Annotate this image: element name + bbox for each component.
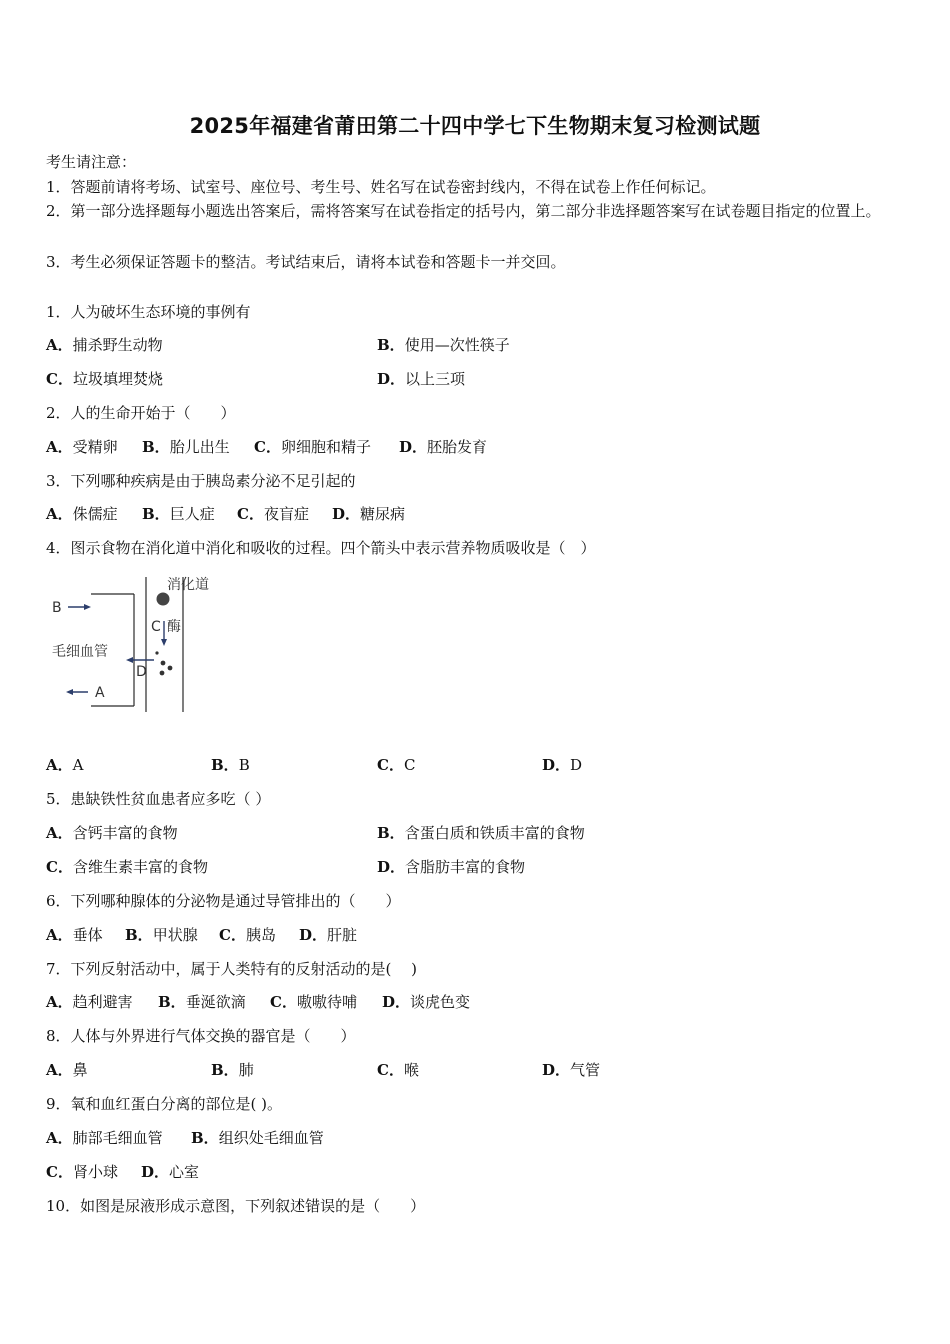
option-letter: A． (46, 438, 73, 456)
option-text: 胰岛 (245, 926, 276, 944)
option-letter: B． (142, 505, 170, 523)
notice-item: 2．第一部分选择题每小题选出答案后，需将答案写在试卷指定的括号内，第二部分非选择题答案写在试卷题目指定的位置上。 (46, 202, 881, 220)
option-letter: C． (377, 756, 404, 774)
option-text: 趋利避害 (72, 993, 133, 1011)
option-letter: C． (237, 505, 264, 523)
option-b[interactable] (211, 1060, 254, 1080)
question-stem: 2．人的生命开始于（ ） (46, 404, 236, 422)
option-d[interactable] (332, 504, 405, 524)
option-letter: C． (377, 1061, 404, 1079)
option-letter: C． (46, 1163, 73, 1181)
option-text: C (403, 756, 416, 774)
option-text: 组织处毛细血管 (218, 1129, 324, 1147)
option-text: 胎儿出生 (169, 438, 230, 456)
option-b[interactable] (377, 335, 510, 355)
option-c[interactable] (46, 1162, 118, 1182)
option-c[interactable] (237, 504, 309, 524)
option-text: A (72, 756, 84, 774)
option-b[interactable] (191, 1128, 324, 1148)
arrow-d-head (126, 657, 133, 663)
option-letter: D． (141, 1163, 170, 1181)
option-text: 肺 (238, 1061, 254, 1079)
arrow-b-head (84, 604, 91, 610)
digestion-diagram (46, 572, 226, 717)
option-text: 侏儒症 (72, 505, 118, 523)
option-letter: C． (270, 993, 297, 1011)
option-letter: A． (46, 824, 73, 842)
option-b[interactable] (211, 755, 250, 775)
question-stem: 6．下列哪种腺体的分泌物是通过导管排出的（ ） (46, 892, 401, 910)
label-arrow-d: D (136, 664, 147, 680)
option-text: 含脂肪丰富的食物 (405, 858, 526, 876)
notice-item: 3．考生必须保证答题卡的整洁。考试结束后，请将本试卷和答题卡一并交回。 (46, 253, 566, 271)
option-a[interactable] (46, 1060, 88, 1080)
option-a[interactable] (46, 925, 103, 945)
question-stem: 7．下列反射活动中，属于人类特有的反射活动的是( ) (46, 960, 418, 978)
food-particle-small (155, 651, 158, 654)
option-letter: B． (191, 1129, 219, 1147)
label-arrow-a: A (95, 685, 105, 701)
option-a[interactable] (46, 823, 178, 843)
question-stem: 8．人体与外界进行气体交换的器官是（ ） (46, 1027, 356, 1045)
option-c[interactable] (46, 857, 208, 877)
option-b[interactable] (158, 992, 246, 1012)
option-d[interactable] (382, 992, 470, 1012)
option-letter: D． (542, 756, 571, 774)
option-letter: D． (382, 993, 411, 1011)
option-letter: C． (254, 438, 281, 456)
option-text: 使用—次性筷子 (404, 336, 510, 354)
option-text: 喉 (403, 1061, 419, 1079)
option-c[interactable] (377, 1060, 419, 1080)
label-digestive-tract: 消化道 (167, 577, 209, 593)
option-text: 肾小球 (72, 1163, 118, 1181)
label-arrow-c: C (151, 619, 161, 635)
label-enzyme: 酶 (167, 619, 181, 635)
option-letter: C． (219, 926, 246, 944)
option-a[interactable] (46, 504, 118, 524)
option-d[interactable] (299, 925, 357, 945)
option-d[interactable] (399, 437, 487, 457)
option-text: 以上三项 (405, 370, 466, 388)
option-letter: B． (211, 1061, 239, 1079)
food-particle-small (161, 661, 166, 666)
food-particle-small (160, 671, 165, 676)
option-text: D (570, 756, 583, 774)
option-a[interactable] (46, 992, 133, 1012)
option-d[interactable] (141, 1162, 199, 1182)
option-letter: A． (46, 926, 73, 944)
option-b[interactable] (142, 437, 230, 457)
option-letter: C． (46, 370, 73, 388)
option-text: 肺部毛细血管 (72, 1129, 163, 1147)
option-text: 垃圾填埋焚烧 (72, 370, 163, 388)
option-c[interactable] (377, 755, 415, 775)
option-letter: C． (46, 858, 73, 876)
option-text: 心室 (169, 1163, 200, 1181)
option-text: 嗷嗷待哺 (296, 993, 357, 1011)
arrow-c-head (161, 639, 167, 646)
option-text: 糖尿病 (360, 505, 406, 523)
question-stem: 4．图示食物在消化道中消化和吸收的过程。四个箭头中表示营养物质吸收是（ ） (46, 539, 596, 557)
option-b[interactable] (377, 823, 585, 843)
option-d[interactable] (377, 369, 465, 389)
option-c[interactable] (270, 992, 357, 1012)
option-letter: D． (399, 438, 428, 456)
option-a[interactable] (46, 1128, 163, 1148)
option-c[interactable] (254, 437, 371, 457)
option-text: 鼻 (72, 1061, 88, 1079)
option-letter: D． (299, 926, 328, 944)
option-text: 肝脏 (327, 926, 358, 944)
option-letter: D． (542, 1061, 571, 1079)
notice-item: 1．答题前请将考场、试室号、座位号、考生号、姓名写在试卷密封线内，不得在试卷上作任何标记。 (46, 178, 716, 196)
option-text: 含蛋白质和铁质丰富的食物 (404, 824, 585, 842)
option-text: 气管 (570, 1061, 601, 1079)
option-text: 夜盲症 (263, 505, 309, 523)
option-text: 含钙丰富的食物 (72, 824, 178, 842)
option-d[interactable] (542, 755, 582, 775)
question-stem: 9．氧和血红蛋白分离的部位是( )。 (46, 1095, 283, 1113)
arrow-a-head (66, 689, 73, 695)
question-stem: 10．如图是尿液形成示意图，下列叙述错误的是（ ） (46, 1197, 426, 1215)
option-text: 垂涎欲滴 (185, 993, 246, 1011)
option-letter: B． (211, 756, 239, 774)
option-letter: B． (377, 336, 405, 354)
option-text: 捕杀野生动物 (72, 336, 163, 354)
option-letter: A． (46, 1129, 73, 1147)
page-title: 2025年福建省莆田第二十四中学七下生物期末复习检测试题 (189, 114, 761, 138)
option-c[interactable] (46, 369, 163, 389)
option-text: 谈虎色变 (410, 993, 471, 1011)
option-text: 卵细胞和精子 (280, 438, 371, 456)
option-letter: A． (46, 756, 73, 774)
question-stem: 1．人为破坏生态环境的事例有 (46, 303, 251, 321)
option-a[interactable] (46, 755, 83, 775)
option-text: 甲状腺 (152, 926, 198, 944)
option-letter: D． (377, 858, 406, 876)
option-a[interactable] (46, 437, 118, 457)
option-letter: A． (46, 1061, 73, 1079)
option-text: B (238, 756, 250, 774)
option-letter: B． (158, 993, 186, 1011)
question-stem: 5．患缺铁性贫血患者应多吃（ ） (46, 790, 271, 808)
label-capillary: 毛细血管 (52, 644, 108, 660)
option-text: 受精卵 (72, 438, 118, 456)
option-text: 含维生素丰富的食物 (72, 858, 208, 876)
food-particle-large (157, 593, 170, 606)
option-d[interactable] (377, 857, 525, 877)
option-letter: A． (46, 336, 73, 354)
option-letter: A． (46, 505, 73, 523)
option-text: 胚胎发育 (427, 438, 488, 456)
option-d[interactable] (542, 1060, 600, 1080)
label-arrow-b: B (52, 600, 62, 616)
option-b[interactable] (142, 504, 215, 524)
option-letter: B． (377, 824, 405, 842)
food-particle-small (168, 666, 173, 671)
question-stem: 3．下列哪种疾病是由于胰岛素分泌不足引起的 (46, 472, 356, 490)
option-text: 垂体 (72, 926, 103, 944)
option-letter: B． (125, 926, 153, 944)
notice-heading: 考生请注意： (46, 153, 137, 171)
option-a[interactable] (46, 335, 163, 355)
option-text: 巨人症 (169, 505, 215, 523)
option-letter: D． (377, 370, 406, 388)
option-letter: A． (46, 993, 73, 1011)
option-letter: D． (332, 505, 361, 523)
option-c[interactable] (219, 925, 276, 945)
option-b[interactable] (125, 925, 198, 945)
option-letter: B． (142, 438, 170, 456)
